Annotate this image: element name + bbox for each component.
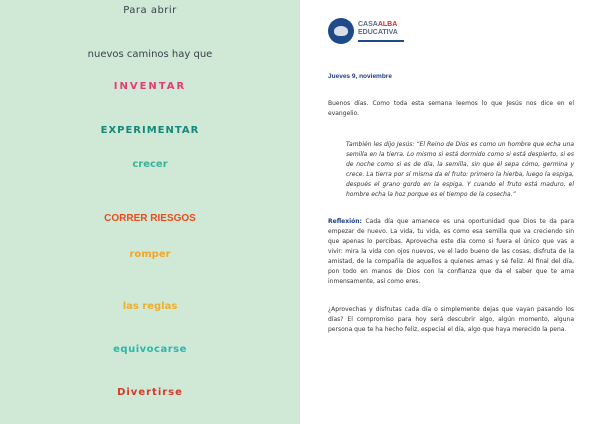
logo-brand-text: CASAALBA EDUCATIVA <box>358 21 398 36</box>
document-page <box>300 0 600 424</box>
intro-paragraph: Buenos días. Como toda esta semana leemos lo que Jesús nos dice en el evangelio. <box>328 100 574 117</box>
closing-paragraph: ¿Aprovechas y disfrutas cada día o simplemente dejas que vayan pasando los días? El compromiso para hoy será descubrir algo, algún momento, alguna persona que te ha hecho feliz, especial el día, algo que haya merecido la pena. <box>328 306 574 333</box>
logo-emblem-icon <box>328 18 354 44</box>
gospel-quote: También les dijo Jesús: “El Reino de Dios es como un hombre que echa una semilla en la tierra. Lo mismo si está dormido como si está despierto, si es de noche como si es de día, la semilla, sin que él sepa cómo, germina y crece. La tierra por sí misma da el fruto: primero la hierba, luego la espiga, después el grano gordo en la espiga. Y cuando el fruto está maduro, el hombre echa la hoz porque es el tiempo de la cosecha.” <box>346 141 574 198</box>
reflection-label: Reflexión: <box>328 218 362 225</box>
poster-line-correr-riesgos: CORRER RIESGOS <box>104 213 196 224</box>
poster-line-para-abrir: Para abrir <box>123 5 177 16</box>
school-logo <box>328 18 408 44</box>
poster-line-equivocarse: equivocarse <box>113 344 187 355</box>
logo-underline <box>358 40 404 42</box>
reflection-paragraph <box>328 217 574 287</box>
poster-line-divertirse: Divertirse <box>117 387 183 398</box>
poster-line-nuevos-caminos: nuevos caminos hay que <box>87 49 213 60</box>
poster-line-experimentar: EXPERIMENTAR <box>100 125 200 136</box>
poster-line-inventar: INVENTAR <box>113 81 187 92</box>
poster-line-las-reglas: las reglas <box>122 301 178 312</box>
poster-line-crecer: crecer <box>132 159 168 170</box>
poster-line-romper: romper <box>129 249 171 260</box>
reflection-text: Cada día que amanece es una oportunidad que Dios te da para empezar de nuevo. La vida, tu vida, es como esa semilla que va creciendo sin que apenas lo percibas. Aprovecha este día como si fuera el único que vas a vivir: mira la vida con ojos nuevos, ve el lado bueno de las cosas, disfruta de la amistad, de la compañía de aquellos a quienes amas y sé feliz. Al final del día, pon todo en manos de Dios con la confianza que da el saber que te ama inmensamente, así como eres. <box>328 218 574 285</box>
date-heading: Jueves 9, noviembre <box>328 73 392 80</box>
